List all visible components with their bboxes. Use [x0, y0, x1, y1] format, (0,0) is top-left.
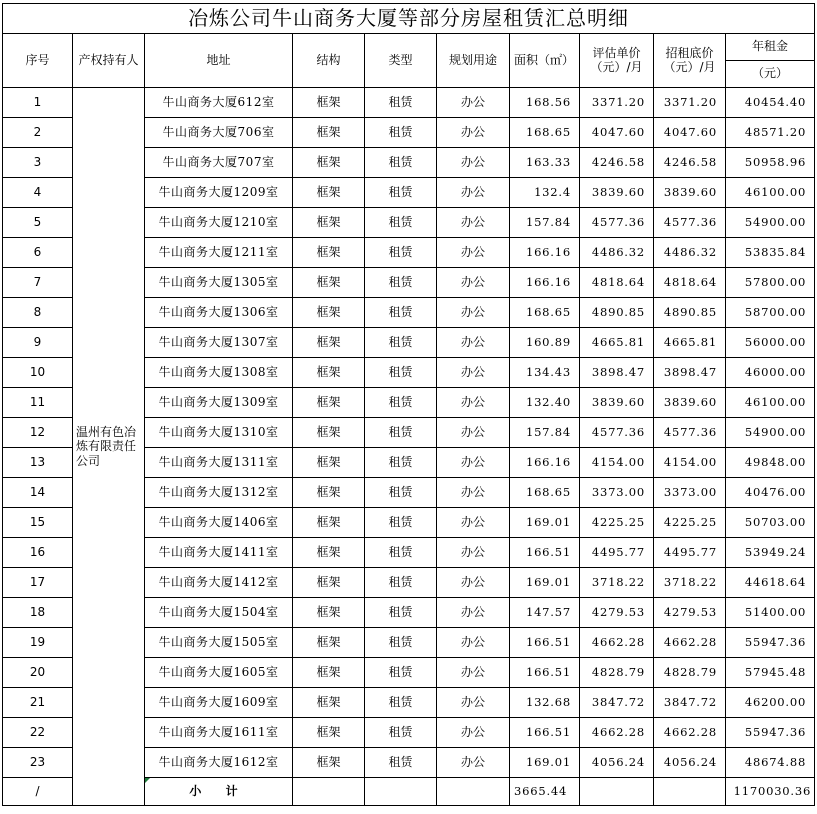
- row-base-price: 4577.36: [654, 418, 726, 448]
- row-structure: 框架: [293, 658, 365, 688]
- row-area: 166.51: [510, 718, 580, 748]
- row-area: 169.01: [510, 508, 580, 538]
- header-index: 序号: [3, 34, 73, 88]
- header-structure: 结构: [293, 34, 365, 88]
- row-eval-price: 4495.77: [580, 538, 654, 568]
- row-structure: 框架: [293, 598, 365, 628]
- row-annual-rent: 54900.00: [726, 418, 815, 448]
- row-usage: 办公: [437, 178, 510, 208]
- row-base-price: 4890.85: [654, 298, 726, 328]
- row-usage: 办公: [437, 688, 510, 718]
- row-type: 租赁: [365, 88, 437, 118]
- row-index: 14: [3, 478, 73, 508]
- row-annual-rent: 58700.00: [726, 298, 815, 328]
- row-eval-price: 3847.72: [580, 688, 654, 718]
- row-type: 租赁: [365, 748, 437, 778]
- row-base-price: 3839.60: [654, 388, 726, 418]
- row-structure: 框架: [293, 478, 365, 508]
- row-annual-rent: 54900.00: [726, 208, 815, 238]
- row-index: 7: [3, 268, 73, 298]
- table-row: [3, 88, 815, 118]
- row-eval-price: 3373.00: [580, 478, 654, 508]
- row-index: 5: [3, 208, 73, 238]
- row-index: 16: [3, 538, 73, 568]
- row-annual-rent: 48571.20: [726, 118, 815, 148]
- header-annual-rent: 年租金: [726, 34, 815, 61]
- row-area: 132.68: [510, 688, 580, 718]
- row-usage: 办公: [437, 268, 510, 298]
- row-eval-price: 4577.36: [580, 418, 654, 448]
- row-type: 租赁: [365, 688, 437, 718]
- row-address: 牛山商务大厦1311室: [145, 448, 293, 478]
- row-usage: 办公: [437, 388, 510, 418]
- row-annual-rent: 57800.00: [726, 268, 815, 298]
- row-area: 168.65: [510, 478, 580, 508]
- row-area: 157.84: [510, 418, 580, 448]
- row-usage: 办公: [437, 148, 510, 178]
- total-structure-empty: [293, 778, 365, 806]
- row-structure: 框架: [293, 388, 365, 418]
- row-usage: 办公: [437, 748, 510, 778]
- row-index: 3: [3, 148, 73, 178]
- total-index: /: [3, 778, 73, 806]
- row-type: 租赁: [365, 148, 437, 178]
- row-eval-price: 4154.00: [580, 448, 654, 478]
- row-base-price: 4486.32: [654, 238, 726, 268]
- row-area: 166.51: [510, 538, 580, 568]
- row-address: 牛山商务大厦1308室: [145, 358, 293, 388]
- row-address: 牛山商务大厦1306室: [145, 298, 293, 328]
- row-annual-rent: 53949.24: [726, 538, 815, 568]
- row-address: 牛山商务大厦1504室: [145, 598, 293, 628]
- row-index: 9: [3, 328, 73, 358]
- row-address: 牛山商务大厦1211室: [145, 238, 293, 268]
- total-annual-rent: 1170030.36: [726, 778, 815, 806]
- rental-summary-sheet: [2, 3, 814, 806]
- row-structure: 框架: [293, 718, 365, 748]
- row-type: 租赁: [365, 538, 437, 568]
- total-usage-empty: [437, 778, 510, 806]
- row-usage: 办公: [437, 328, 510, 358]
- row-type: 租赁: [365, 328, 437, 358]
- row-usage: 办公: [437, 598, 510, 628]
- row-address: 牛山商务大厦1209室: [145, 178, 293, 208]
- row-eval-price: 3898.47: [580, 358, 654, 388]
- row-area: 147.57: [510, 598, 580, 628]
- row-structure: 框架: [293, 178, 365, 208]
- row-base-price: 4279.53: [654, 598, 726, 628]
- row-type: 租赁: [365, 178, 437, 208]
- row-base-price: 4662.28: [654, 628, 726, 658]
- row-annual-rent: 53835.84: [726, 238, 815, 268]
- row-type: 租赁: [365, 448, 437, 478]
- row-address: 牛山商务大厦706室: [145, 118, 293, 148]
- row-area: 134.43: [510, 358, 580, 388]
- row-eval-price: 3839.60: [580, 388, 654, 418]
- row-index: 22: [3, 718, 73, 748]
- row-type: 租赁: [365, 478, 437, 508]
- row-address: 牛山商务大厦1411室: [145, 538, 293, 568]
- row-usage: 办公: [437, 298, 510, 328]
- row-structure: 框架: [293, 688, 365, 718]
- header-owner: 产权持有人: [73, 34, 145, 88]
- row-address: 牛山商务大厦1210室: [145, 208, 293, 238]
- row-annual-rent: 46000.00: [726, 358, 815, 388]
- row-usage: 办公: [437, 628, 510, 658]
- row-base-price: 4828.79: [654, 658, 726, 688]
- row-usage: 办公: [437, 418, 510, 448]
- row-base-price: 3839.60: [654, 178, 726, 208]
- row-index: 8: [3, 298, 73, 328]
- row-base-price: 4056.24: [654, 748, 726, 778]
- row-eval-price: 4662.28: [580, 628, 654, 658]
- row-annual-rent: 50958.96: [726, 148, 815, 178]
- row-eval-price: 3839.60: [580, 178, 654, 208]
- row-area: 169.01: [510, 568, 580, 598]
- row-area: 169.01: [510, 748, 580, 778]
- row-eval-price: 4890.85: [580, 298, 654, 328]
- row-structure: 框架: [293, 538, 365, 568]
- row-index: 15: [3, 508, 73, 538]
- row-annual-rent: 51400.00: [726, 598, 815, 628]
- row-annual-rent: 56000.00: [726, 328, 815, 358]
- row-usage: 办公: [437, 538, 510, 568]
- total-base-empty: [654, 778, 726, 806]
- row-type: 租赁: [365, 268, 437, 298]
- row-eval-price: 4662.28: [580, 718, 654, 748]
- row-structure: 框架: [293, 418, 365, 448]
- row-usage: 办公: [437, 508, 510, 538]
- header-type: 类型: [365, 34, 437, 88]
- row-area: 168.65: [510, 118, 580, 148]
- row-index: 20: [3, 658, 73, 688]
- row-usage: 办公: [437, 118, 510, 148]
- row-type: 租赁: [365, 358, 437, 388]
- row-address: 牛山商务大厦1609室: [145, 688, 293, 718]
- row-eval-price: 4665.81: [580, 328, 654, 358]
- row-address: 牛山商务大厦1305室: [145, 268, 293, 298]
- row-address: 牛山商务大厦1310室: [145, 418, 293, 448]
- row-usage: 办公: [437, 208, 510, 238]
- row-address: 牛山商务大厦1605室: [145, 658, 293, 688]
- row-base-price: 4225.25: [654, 508, 726, 538]
- row-base-price: 4662.28: [654, 718, 726, 748]
- row-address: 牛山商务大厦1309室: [145, 388, 293, 418]
- row-type: 租赁: [365, 418, 437, 448]
- row-annual-rent: 55947.36: [726, 718, 815, 748]
- row-address: 牛山商务大厦1307室: [145, 328, 293, 358]
- total-type-empty: [365, 778, 437, 806]
- header-usage: 规划用途: [437, 34, 510, 88]
- row-eval-price: 4828.79: [580, 658, 654, 688]
- row-area: 168.65: [510, 298, 580, 328]
- row-usage: 办公: [437, 658, 510, 688]
- total-area: 3665.44: [510, 778, 580, 806]
- header-area: 面积（㎡）: [510, 34, 580, 88]
- row-index: 2: [3, 118, 73, 148]
- row-base-price: 3847.72: [654, 688, 726, 718]
- row-eval-price: 4225.25: [580, 508, 654, 538]
- row-structure: 框架: [293, 88, 365, 118]
- row-eval-price: 4047.60: [580, 118, 654, 148]
- row-base-price: 4495.77: [654, 538, 726, 568]
- row-area: 166.51: [510, 658, 580, 688]
- row-type: 租赁: [365, 628, 437, 658]
- row-structure: 框架: [293, 508, 365, 538]
- row-structure: 框架: [293, 448, 365, 478]
- row-eval-price: 3718.22: [580, 568, 654, 598]
- row-annual-rent: 55947.36: [726, 628, 815, 658]
- row-area: 157.84: [510, 208, 580, 238]
- row-structure: 框架: [293, 358, 365, 388]
- row-index: 12: [3, 418, 73, 448]
- row-structure: 框架: [293, 148, 365, 178]
- row-area: 166.16: [510, 448, 580, 478]
- row-usage: 办公: [437, 88, 510, 118]
- row-base-price: 4818.64: [654, 268, 726, 298]
- row-index: 19: [3, 628, 73, 658]
- row-index: 18: [3, 598, 73, 628]
- row-address: 牛山商务大厦1406室: [145, 508, 293, 538]
- row-base-price: 3373.00: [654, 478, 726, 508]
- header-eval-price: 评估单价（元）/月: [580, 34, 654, 88]
- row-address: 牛山商务大厦612室: [145, 88, 293, 118]
- row-usage: 办公: [437, 238, 510, 268]
- row-type: 租赁: [365, 118, 437, 148]
- row-annual-rent: 44618.64: [726, 568, 815, 598]
- row-index: 6: [3, 238, 73, 268]
- row-eval-price: 4246.58: [580, 148, 654, 178]
- row-area: 166.16: [510, 238, 580, 268]
- row-base-price: 4577.36: [654, 208, 726, 238]
- row-structure: 框架: [293, 268, 365, 298]
- row-index: 17: [3, 568, 73, 598]
- row-area: 166.51: [510, 628, 580, 658]
- row-eval-price: 3371.20: [580, 88, 654, 118]
- row-index: 1: [3, 88, 73, 118]
- row-type: 租赁: [365, 598, 437, 628]
- table-title: 冶炼公司牛山商务大厦等部分房屋租赁汇总明细: [3, 4, 815, 34]
- row-eval-price: 4818.64: [580, 268, 654, 298]
- row-annual-rent: 49848.00: [726, 448, 815, 478]
- row-type: 租赁: [365, 388, 437, 418]
- row-type: 租赁: [365, 508, 437, 538]
- row-base-price: 4154.00: [654, 448, 726, 478]
- row-annual-rent: 40476.00: [726, 478, 815, 508]
- row-area: 132.40: [510, 388, 580, 418]
- row-type: 租赁: [365, 568, 437, 598]
- row-base-price: 3718.22: [654, 568, 726, 598]
- row-annual-rent: 50703.00: [726, 508, 815, 538]
- row-base-price: 4246.58: [654, 148, 726, 178]
- row-usage: 办公: [437, 568, 510, 598]
- row-structure: 框架: [293, 208, 365, 238]
- row-eval-price: 4279.53: [580, 598, 654, 628]
- row-area: 160.89: [510, 328, 580, 358]
- header-address: 地址: [145, 34, 293, 88]
- row-annual-rent: 46100.00: [726, 178, 815, 208]
- total-eval-empty: [580, 778, 654, 806]
- row-area: 163.33: [510, 148, 580, 178]
- row-address: 牛山商务大厦707室: [145, 148, 293, 178]
- row-index: 11: [3, 388, 73, 418]
- row-type: 租赁: [365, 298, 437, 328]
- row-structure: 框架: [293, 748, 365, 778]
- row-index: 10: [3, 358, 73, 388]
- total-label: 小 计: [145, 778, 293, 806]
- row-index: 13: [3, 448, 73, 478]
- row-annual-rent: 46100.00: [726, 388, 815, 418]
- row-structure: 框架: [293, 298, 365, 328]
- row-base-price: 4665.81: [654, 328, 726, 358]
- row-structure: 框架: [293, 328, 365, 358]
- row-annual-rent: 40454.40: [726, 88, 815, 118]
- row-annual-rent: 57945.48: [726, 658, 815, 688]
- row-type: 租赁: [365, 208, 437, 238]
- row-address: 牛山商务大厦1611室: [145, 718, 293, 748]
- row-usage: 办公: [437, 718, 510, 748]
- rental-summary-table: [2, 3, 815, 806]
- row-base-price: 3898.47: [654, 358, 726, 388]
- row-address: 牛山商务大厦1612室: [145, 748, 293, 778]
- row-structure: 框架: [293, 568, 365, 598]
- row-annual-rent: 46200.00: [726, 688, 815, 718]
- row-index: 21: [3, 688, 73, 718]
- row-address: 牛山商务大厦1312室: [145, 478, 293, 508]
- row-structure: 框架: [293, 238, 365, 268]
- owner-cell: 温州有色冶炼有限责任公司: [73, 88, 145, 806]
- row-address: 牛山商务大厦1412室: [145, 568, 293, 598]
- row-base-price: 4047.60: [654, 118, 726, 148]
- row-structure: 框架: [293, 628, 365, 658]
- row-type: 租赁: [365, 658, 437, 688]
- row-type: 租赁: [365, 238, 437, 268]
- row-usage: 办公: [437, 448, 510, 478]
- row-annual-rent: 48674.88: [726, 748, 815, 778]
- header-annual-rent-unit: （元）: [726, 61, 815, 88]
- row-base-price: 3371.20: [654, 88, 726, 118]
- row-area: 132.4: [510, 178, 580, 208]
- row-address: 牛山商务大厦1505室: [145, 628, 293, 658]
- header-base-price: 招租底价（元）/月: [654, 34, 726, 88]
- row-eval-price: 4056.24: [580, 748, 654, 778]
- row-index: 4: [3, 178, 73, 208]
- row-eval-price: 4577.36: [580, 208, 654, 238]
- row-usage: 办公: [437, 478, 510, 508]
- row-area: 168.56: [510, 88, 580, 118]
- row-eval-price: 4486.32: [580, 238, 654, 268]
- row-area: 166.16: [510, 268, 580, 298]
- row-index: 23: [3, 748, 73, 778]
- row-usage: 办公: [437, 358, 510, 388]
- row-structure: 框架: [293, 118, 365, 148]
- row-type: 租赁: [365, 718, 437, 748]
